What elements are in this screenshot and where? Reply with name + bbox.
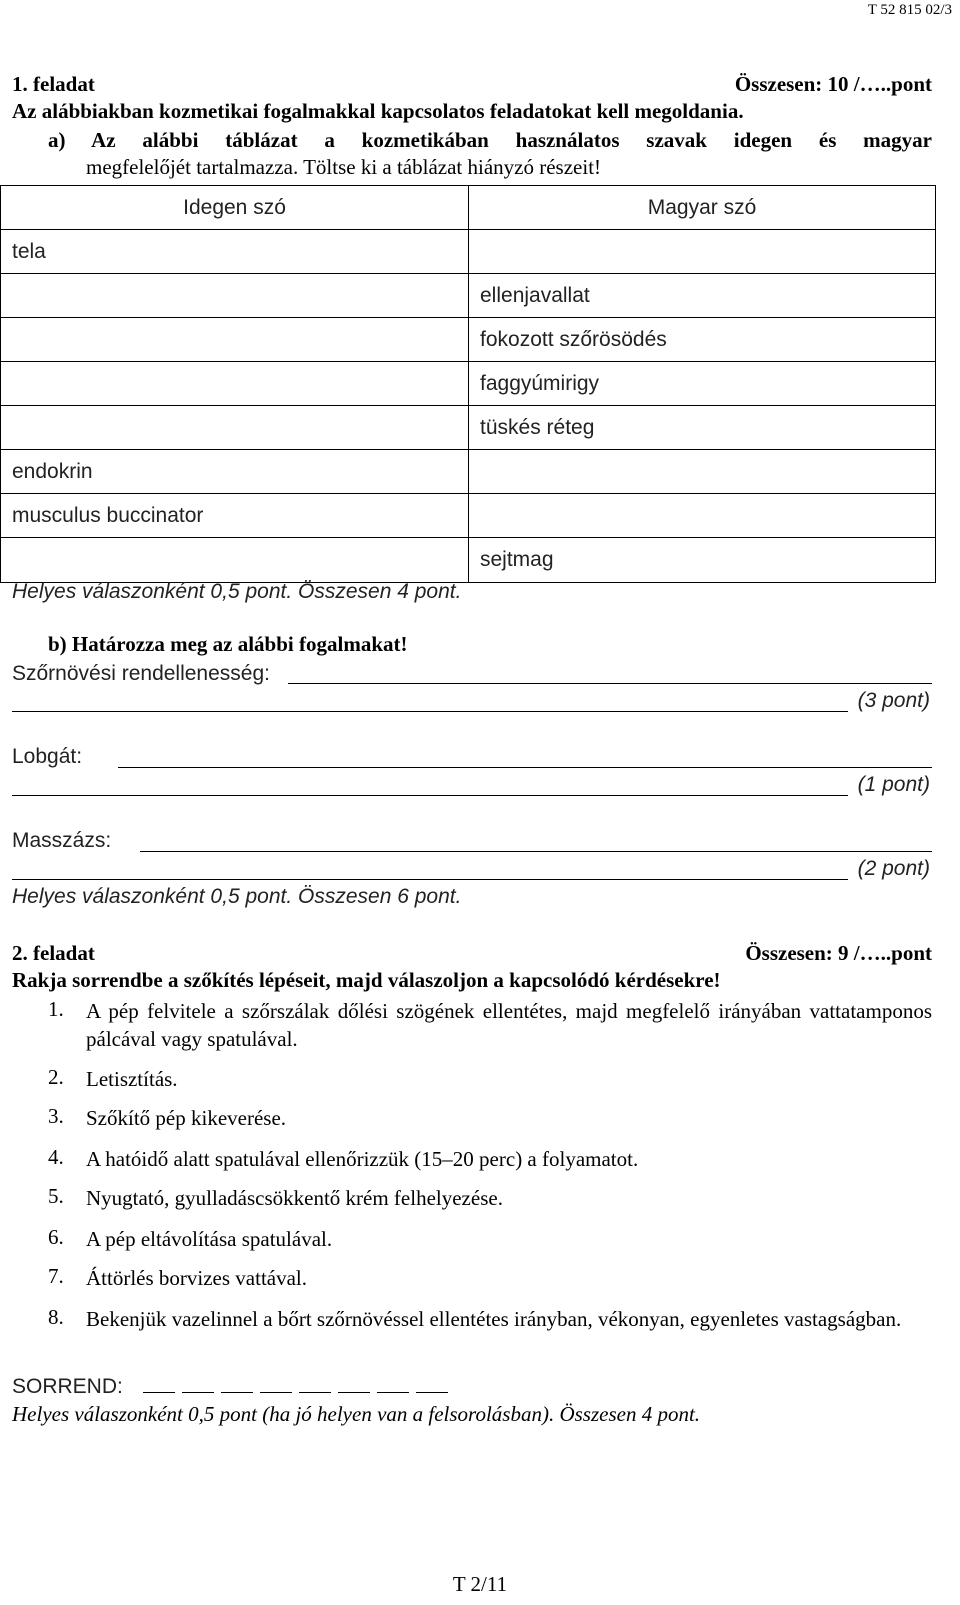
step-text: Nyugtató, gyulladáscsökkentő krém felhelyezése.	[86, 1186, 503, 1210]
step-number: 4.	[48, 1145, 64, 1169]
foreign-cell-answer[interactable]	[1, 538, 469, 583]
hungarian-cell: ellenjavallat	[469, 274, 936, 318]
hungarian-cell: tüskés réteg	[469, 406, 936, 450]
step-text: A pép felvitele a szőrszálak dőlési szögének ellentétes, majd megfelelő irányában vattatamponos pálcával vagy spatulával.	[86, 999, 932, 1051]
foreign-cell: tela	[1, 230, 469, 274]
header-foreign-word: Idegen szó	[1, 186, 469, 230]
definition-points: (2 pont)	[857, 857, 930, 880]
order-blank[interactable]	[143, 1374, 175, 1393]
page-footer: T 2/11	[452, 1572, 508, 1596]
foreign-cell: musculus buccinator	[1, 494, 469, 538]
hungarian-cell-answer[interactable]	[469, 450, 936, 494]
order-label: SORREND:	[12, 1375, 123, 1398]
table-row	[1, 230, 936, 274]
task1-header	[12, 72, 932, 97]
task2-total: Összesen: 9 /…..pont	[745, 941, 932, 965]
hungarian-cell: faggyúmirigy	[469, 362, 936, 406]
task2-header	[12, 941, 932, 966]
table-row	[1, 406, 936, 450]
header-hungarian-word: Magyar szó	[469, 186, 936, 230]
definition-label-lobgat: Lobgát:	[12, 745, 83, 768]
order-blank[interactable]	[182, 1374, 214, 1393]
step-text: Áttörlés borvizes vattával.	[86, 1266, 308, 1290]
table-row	[1, 450, 936, 494]
task2-instruction: Rakja sorrendbe a szőkítés lépéseit, majd válaszoljon a kapcsolódó kérdésekre!	[12, 968, 721, 992]
order-row	[12, 1374, 455, 1399]
hungarian-cell: fokozott szőrösödés	[469, 318, 936, 362]
task1-a-line2: megfelelőjét tartalmazza. Töltse ki a táblázat hiányzó részeit!	[86, 155, 602, 179]
task1-intro: Az alábbiakban kozmetikai fogalmakkal kapcsolatos feladatokat kell megoldania.	[12, 99, 744, 123]
table-row	[1, 318, 936, 362]
task1-b-title: b) Határozza meg az alábbi fogalmakat!	[48, 632, 408, 656]
order-blank[interactable]	[416, 1374, 448, 1393]
task1-title: 1. feladat	[12, 72, 95, 96]
table-row	[1, 362, 936, 406]
task2-score: Helyes válaszonként 0,5 pont (ha jó helyen van a felsorolásban). Összesen 4 pont.	[12, 1402, 701, 1426]
order-blank[interactable]	[338, 1374, 370, 1393]
task1-a-line1: a) Az alábbi táblázat a kozmetikában használatos szavak idegen és magyar	[48, 128, 932, 152]
order-blank[interactable]	[260, 1374, 292, 1393]
foreign-cell-answer[interactable]	[1, 406, 469, 450]
step-number: 7.	[48, 1264, 64, 1288]
table-row	[1, 274, 936, 318]
task1-a-score: Helyes válaszonként 0,5 pont. Összesen 4 pont.	[12, 580, 462, 603]
foreign-cell-answer[interactable]	[1, 318, 469, 362]
answer-line[interactable]	[118, 767, 932, 768]
answer-line[interactable]	[12, 795, 848, 796]
step-text: A pép eltávolítása spatulával.	[86, 1227, 333, 1251]
task2-title: 2. feladat	[12, 941, 95, 965]
step-number: 1.	[48, 997, 64, 1021]
hungarian-cell-answer[interactable]	[469, 494, 936, 538]
foreign-cell-answer[interactable]	[1, 362, 469, 406]
definition-points: (3 pont)	[857, 689, 930, 712]
definition-points: (1 pont)	[857, 773, 930, 796]
step-number: 8.	[48, 1305, 64, 1329]
task1-b-score: Helyes válaszonként 0,5 pont. Összesen 6 pont.	[12, 885, 462, 908]
order-blank[interactable]	[377, 1374, 409, 1393]
step-number: 5.	[48, 1184, 64, 1208]
step-text: Szőkítő pép kikeverése.	[86, 1106, 287, 1130]
definition-label-szornovesi: Szőrnövési rendellenesség:	[12, 662, 270, 685]
order-blank[interactable]	[299, 1374, 331, 1393]
answer-line[interactable]	[12, 711, 848, 712]
step-text: Bekenjük vazelinnel a bőrt szőrnövéssel ellentétes irányban, vékonyan, egyenletes vastagságban.	[86, 1307, 902, 1331]
answer-line[interactable]	[140, 851, 932, 852]
hungarian-cell: sejtmag	[469, 538, 936, 583]
step-text: A hatóidő alatt spatulával ellenőrizzük (15–20 perc) a folyamatot.	[86, 1147, 639, 1171]
step-number: 2.	[48, 1065, 64, 1089]
vocabulary-table	[0, 185, 936, 583]
definition-label-masszazs: Masszázs:	[12, 829, 112, 852]
step-number: 3.	[48, 1104, 64, 1128]
hungarian-cell-answer[interactable]	[469, 230, 936, 274]
foreign-cell-answer[interactable]	[1, 274, 469, 318]
page-code: T 52 815 02/3	[867, 2, 952, 18]
answer-line[interactable]	[288, 683, 932, 684]
table-header-row	[1, 186, 936, 230]
order-blank[interactable]	[221, 1374, 253, 1393]
table-row	[1, 538, 936, 583]
step-number: 6.	[48, 1225, 64, 1249]
step-text: Letisztítás.	[86, 1067, 178, 1091]
task1-total: Összesen: 10 /…..pont	[734, 72, 932, 96]
answer-line[interactable]	[12, 879, 848, 880]
table-row	[1, 494, 936, 538]
foreign-cell: endokrin	[1, 450, 469, 494]
